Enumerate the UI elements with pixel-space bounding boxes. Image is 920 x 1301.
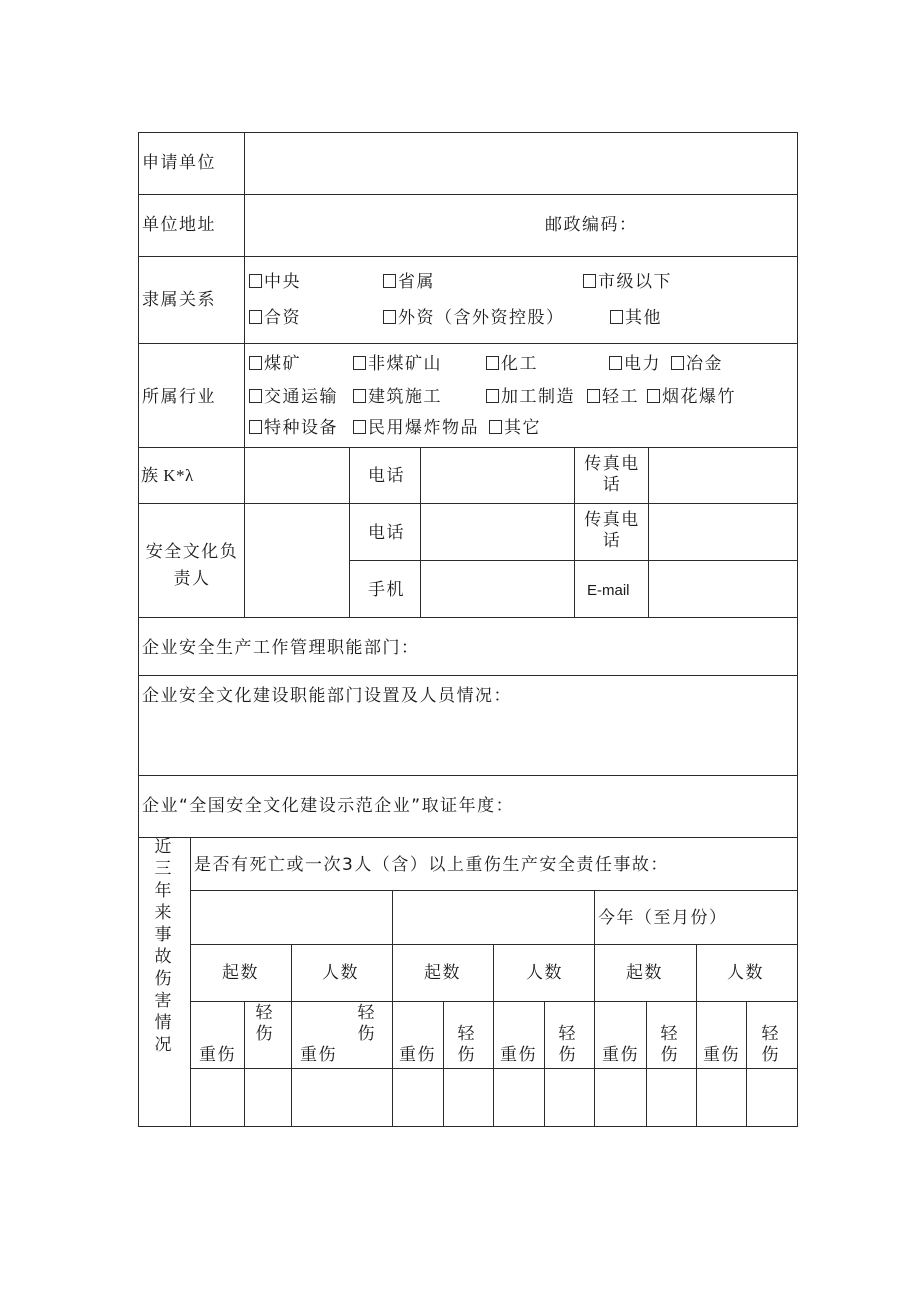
people-header: 人数 (727, 963, 764, 983)
table-border-top (138, 132, 798, 133)
checkbox-icon[interactable] (486, 389, 499, 403)
count-header: 起数 (424, 963, 461, 983)
affiliation-label: 隶属关系 (142, 290, 216, 310)
checkbox-icon[interactable] (583, 274, 596, 288)
phone-label: 电话 (368, 466, 405, 486)
this-year-label: 今年（至月份） (598, 908, 728, 928)
row-line (138, 837, 798, 838)
email-label: E-mail (587, 582, 630, 599)
industry-option[interactable]: 冶金 (671, 354, 723, 374)
minor-header: 轻伤 (558, 1024, 576, 1065)
row-line (138, 675, 798, 676)
col-line (244, 132, 245, 618)
serious-header: 重伤 (199, 1045, 236, 1065)
row-line (138, 343, 798, 344)
serious-header: 重伤 (399, 1045, 436, 1065)
serious-header: 重伤 (703, 1045, 740, 1065)
row-line (138, 194, 798, 195)
col-line (244, 1001, 245, 1127)
checkbox-icon[interactable] (486, 356, 499, 370)
checkbox-icon[interactable] (249, 389, 262, 403)
industry-option[interactable]: 轻工 (587, 387, 639, 407)
col-line (574, 447, 575, 618)
col-line (349, 447, 350, 618)
col-line (648, 447, 649, 618)
checkbox-icon[interactable] (609, 356, 622, 370)
industry-option[interactable]: 煤矿 (249, 354, 301, 374)
checkbox-icon[interactable] (249, 420, 262, 434)
serious-header: 重伤 (602, 1045, 639, 1065)
minor-header: 轻伤 (357, 1003, 375, 1044)
checkbox-icon[interactable] (610, 310, 623, 324)
applicant-field[interactable] (246, 134, 796, 193)
row-line (138, 617, 798, 618)
demo-year-label: 企业“全国安全文化建设示范企业”取证年度： (142, 796, 515, 816)
count-header: 起数 (626, 963, 663, 983)
industry-option[interactable]: 建筑施工 (353, 387, 442, 407)
affiliation-option[interactable]: 外资（含外资控股） (383, 308, 565, 328)
checkbox-icon[interactable] (249, 310, 262, 324)
accident-question: 是否有死亡或一次3人（含）以上重伤生产安全责任事故： (194, 855, 669, 875)
phone-label: 电话 (368, 523, 405, 543)
col-line (544, 1001, 545, 1127)
row-line (190, 1001, 798, 1002)
checkbox-icon[interactable] (587, 389, 600, 403)
col-line (594, 890, 595, 1127)
serious-header: 重伤 (300, 1045, 337, 1065)
affiliation-option[interactable]: 其他 (610, 308, 662, 328)
row-line (190, 1068, 798, 1069)
dept-label: 企业安全生产工作管理职能部门： (142, 638, 420, 658)
col-line (392, 890, 393, 1127)
col-line (646, 1001, 647, 1127)
col-line (443, 1001, 444, 1127)
affiliation-option[interactable]: 省属 (383, 272, 435, 292)
checkbox-icon[interactable] (383, 274, 396, 288)
industry-option[interactable]: 非煤矿山 (353, 354, 442, 374)
checkbox-icon[interactable] (249, 356, 262, 370)
industry-option[interactable]: 化工 (486, 354, 538, 374)
industry-option[interactable]: 加工制造 (486, 387, 575, 407)
checkbox-icon[interactable] (353, 356, 366, 370)
fax-label: 传真电话 (584, 510, 640, 551)
checkbox-icon[interactable] (671, 356, 684, 370)
minor-header: 轻伤 (761, 1024, 779, 1065)
row-line (190, 944, 798, 945)
industry-option[interactable]: 烟花爆竹 (647, 387, 736, 407)
row-line (138, 775, 798, 776)
industry-option[interactable]: 特种设备 (249, 418, 338, 438)
industry-label: 所属行业 (142, 387, 216, 407)
checkbox-icon[interactable] (489, 420, 502, 434)
row-line (138, 256, 798, 257)
postal-label: 邮政编码： (545, 215, 638, 235)
checkbox-icon[interactable] (353, 420, 366, 434)
table-border-left (138, 132, 139, 1127)
accident-side-label: 近三年来事故伤害情况 (154, 837, 172, 1055)
people-header: 人数 (322, 963, 359, 983)
col-line (746, 1001, 747, 1127)
minor-header: 轻伤 (660, 1024, 678, 1065)
people-header: 人数 (526, 963, 563, 983)
affiliation-option[interactable]: 市级以下 (583, 272, 672, 292)
industry-option[interactable]: 民用爆炸物品 (353, 418, 479, 438)
address-field[interactable] (246, 196, 536, 255)
contact-label: 族 K*λ (141, 466, 194, 485)
count-header: 起数 (222, 963, 259, 983)
row-line (190, 890, 798, 891)
minor-header: 轻伤 (457, 1024, 475, 1065)
industry-option[interactable]: 电力 (609, 354, 661, 374)
serious-header: 重伤 (500, 1045, 537, 1065)
affiliation-option[interactable]: 合资 (249, 308, 301, 328)
col-line (493, 944, 494, 1127)
minor-header: 轻伤 (255, 1003, 273, 1044)
checkbox-icon[interactable] (383, 310, 396, 324)
row-line (138, 503, 798, 504)
checkbox-icon[interactable] (353, 389, 366, 403)
col-line (420, 447, 421, 618)
industry-option[interactable]: 其它 (489, 418, 541, 438)
row-line (138, 447, 798, 448)
affiliation-option[interactable]: 中央 (249, 272, 301, 292)
dept-setup-label: 企业安全文化建设职能部门设置及人员情况： (142, 686, 512, 706)
mobile-label: 手机 (368, 580, 405, 600)
applicant-label: 申请单位 (142, 153, 216, 173)
address-label: 单位地址 (142, 215, 216, 235)
checkbox-icon[interactable] (647, 389, 660, 403)
safety-head-label: 安全文化负责人 (145, 542, 239, 589)
col-line (696, 944, 697, 1127)
table-border-bottom (138, 1126, 798, 1127)
checkbox-icon[interactable] (249, 274, 262, 288)
fax-label: 传真电话 (584, 454, 640, 495)
table-border-right (797, 132, 798, 1127)
col-line (291, 944, 292, 1127)
industry-option[interactable]: 交通运输 (249, 387, 338, 407)
col-line (190, 837, 191, 1127)
